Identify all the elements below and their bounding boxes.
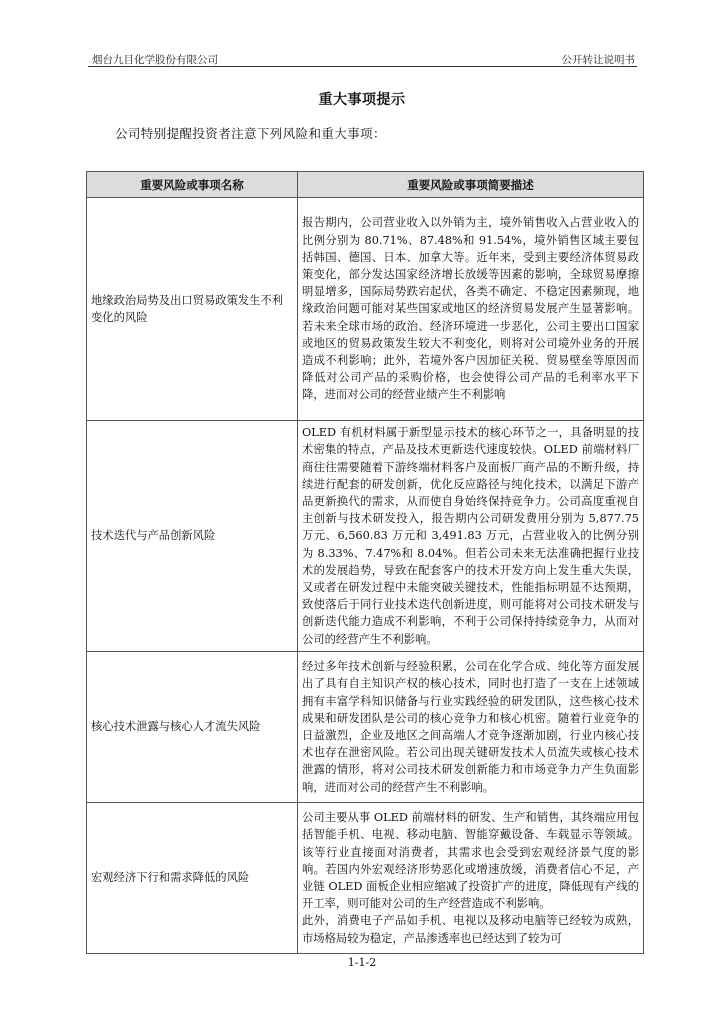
column-header-risk-description: 重要风险或事项简要描述 (298, 172, 644, 198)
risk-description-paragraph: 此外，消费电子产品如手机、电视以及移动电脑等已经较为成熟，市场格局较为稳定，产品渗透率也已经达到了较为可 (302, 914, 639, 945)
intro-paragraph: 公司特别提醒投资者注意下列风险和重大事项： (115, 126, 386, 141)
risk-name-cell: 宏观经济下行和需求降低的风险 (87, 803, 298, 954)
table-header-row (87, 172, 644, 198)
page-title: 重大事项提示 (318, 92, 406, 108)
header-document-type: 公开转让说明书 (561, 54, 635, 66)
risk-name-cell: 核心技术泄露与核心人才流失风险 (87, 652, 298, 803)
risk-description-paragraph: 公司主要从事 OLED 前端材料的研发、生产和销售，其终端应用包括智能手机、电视、移动电脑、智能穿戴设备、车载显示等领域。该等行业直接面对消费者，其需求也会受到宏观经济景气度的影响。若国内外宏观经济形势恶化或增速放缓，消费者信心不足，产业链 OLED 面板企业相应缩减了投资扩产的进度，降低现有产线的开工率，则可能对公司的生产经营造成不利影响。 (302, 811, 639, 911)
column-header-risk-name: 重要风险或事项名称 (87, 172, 298, 198)
risk-name-cell: 技术迭代与产品创新风险 (87, 421, 298, 652)
risk-table (86, 171, 644, 954)
risk-description-cell (298, 803, 644, 954)
risk-description-cell: 经过多年技术创新与经验积累，公司在化学合成、纯化等方面发展出了具有自主知识产权的核心技术，同时也打造了一支在上述领域拥有丰富学科知识储备与行业实践经验的研发团队，这些核心技术成果和研发团队是公司的核心竞争力和核心机密。随着行业竞争的日益激烈，企业及地区之间高端人才竞争逐渐加剧，行业内核心技术也存在泄密风险。若公司出现关键研发技术人员流失或核心技术泄露的情形，将对公司技术研发创新能力和市场竞争力产生负面影响，进而对公司的经营产生不利影响。 (298, 652, 644, 803)
header-company-name: 烟台九目化学股份有限公司 (92, 54, 218, 66)
risk-name-cell: 地缘政治局势及出口贸易政策发生不利变化的风险 (87, 198, 298, 421)
page-number: 1-1-2 (347, 956, 377, 969)
risk-description-cell: OLED 有机材料属于新型显示技术的核心环节之一，具备明显的技术密集的特点，产品及技术更新迭代速度较快。OLED 前端材料厂商往往需要随着下游终端材料客户及面板厂商产品的不断升级，持续进行配套的研发创新，优化反应路径与纯化技术，以满足下游产品更新换代的需求，从而使自身始终保持竞争力。公司高度重视自主创新与技术研发投入，报告期内公司研发费用分别为 5,877.75 万元、6,560.83 万元和 3,491.83 万元，占营业收入的比例分别为 8.33%、7.47%和 8.04%。但若公司未来无法准确把握行业技术的发展趋势，导致在配套客户的技术开发方向上发生重大失误，又或者在研发过程中未能突破关键技术，性能指标明显不达预期，致使落后于同行业技术迭代创新进度，则可能将对公司技术研发与创新迭代能力造成不利影响，不利于公司保持持续竞争力，从而对公司的经营产生不利影响。 (298, 421, 644, 652)
table-row (87, 803, 644, 954)
risk-description-cell: 报告期内，公司营业收入以外销为主，境外销售收入占营业收入的比例分别为 80.71%、87.48%和 91.54%，境外销售区域主要包括韩国、德国、日本、加拿大等。近年来，受到主要经济体贸易政策变化，部分发达国家经济增长放缓等因素的影响，全球贸易摩擦明显增多，国际局势跌宕起伏，各类不确定、不稳定因素频现，地缘政治问题可能对某些国家或地区的经济贸易发展产生显著影响。若未来全球市场的政治、经济环境进一步恶化，公司主要出口国家或地区的贸易政策发生较大不利变化，则将对公司境外业务的开展造成不利影响；此外，若境外客户因加征关税、贸易壁垒等原因而降低对公司产品的采购价格，也会使得公司产品的毛利率水平下降，进而对公司的经营业绩产生不利影响 (298, 198, 644, 421)
page-header (88, 52, 637, 66)
table-row (87, 652, 644, 803)
table-row (87, 421, 644, 652)
header-divider (88, 66, 637, 67)
table-row (87, 198, 644, 421)
